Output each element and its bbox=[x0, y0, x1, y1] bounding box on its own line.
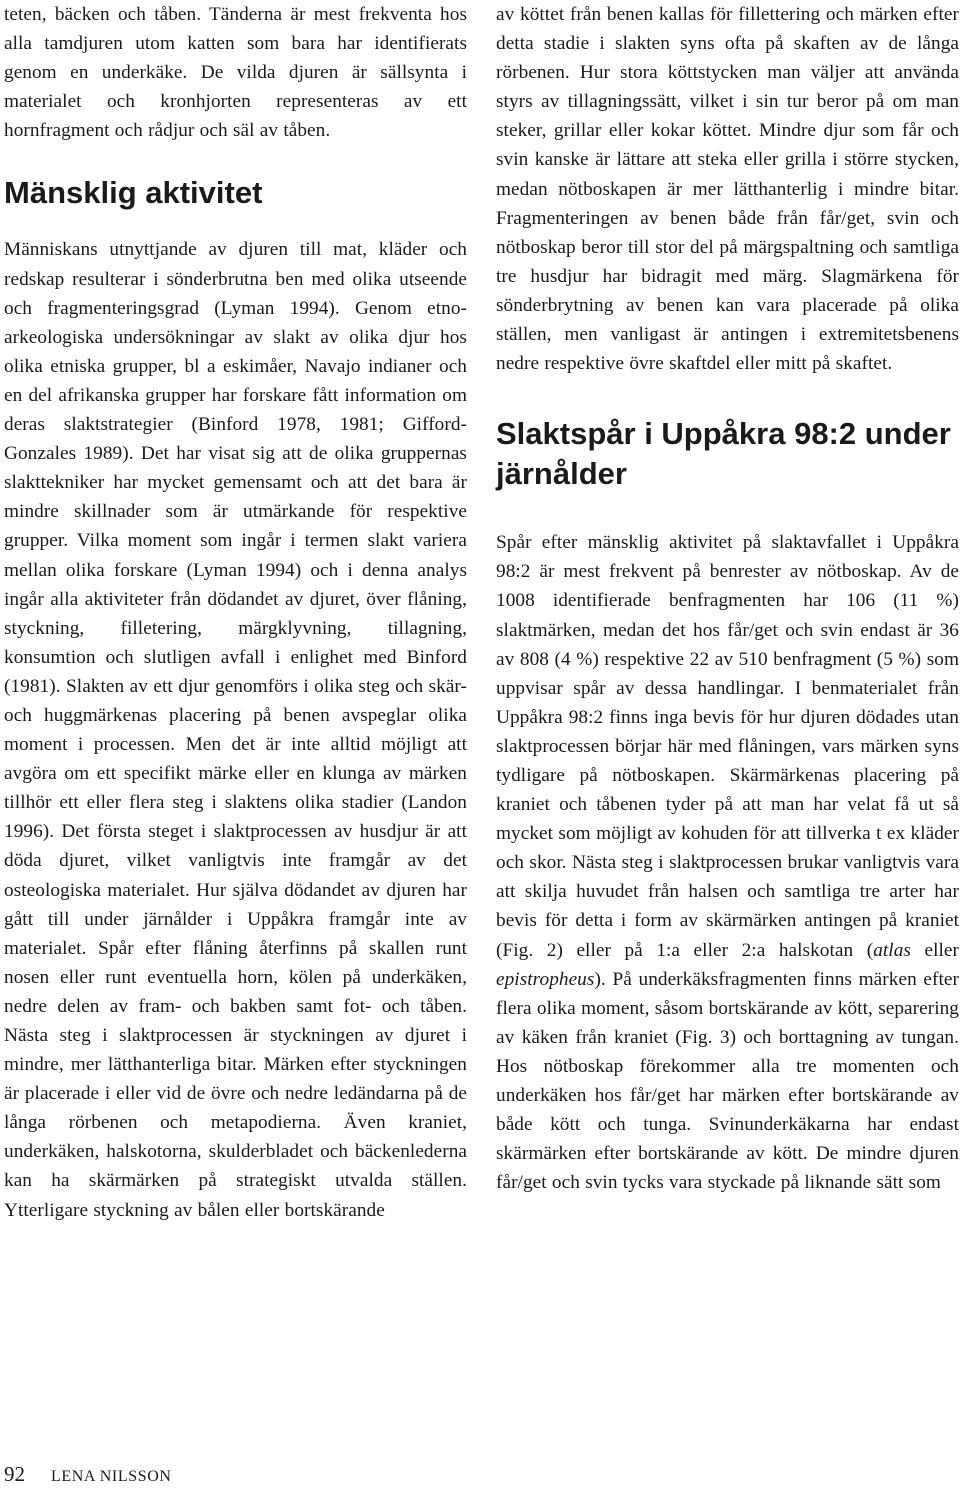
term-epistropheus: epistropheus bbox=[496, 968, 595, 990]
right-body-text-part2: eller bbox=[910, 939, 959, 961]
term-atlas: atlas bbox=[873, 939, 911, 961]
page-number: 92 bbox=[4, 1462, 25, 1486]
left-body-paragraph: Människans utnyttjande av djuren till mat, kläder och redskap resulterar i sönderbrutna ben med olika utseende och fragmenteringsgrad (Lyman 1994). Genom etno-arkeologiska undersökningar av slakt av olika djur hos olika etniska grupper, bl a eskimåer, Navajo indianer och en del afrikanska grupper har forskare fått information om deras slaktstrategier (Binford 1978, 1981; Gifford-Gonzales 1989). Det har visat sig att de olika gruppernas slakttekniker har mycket gemensamt och att det bara är mindre skillnader som är utmärkande för respektive grupper. Vilka moment som ingår i termen slakt variera mellan olika forskare (Lyman 1994) och i denna analys ingår alla aktiviteter från dödandet av djuret, över flåning, styckning, filletering, märgklyvning, tillagning, konsumtion och slutligen avfall i enlighet med Binford (1981). Slakten av ett djur genomförs i olika steg och skär- och huggmärkenas placering på benen avspeglar olika moment i processen. Men det är inte alltid möjligt att avgöra om ett specifikt märke eller en klunga av märken tillhör ett eller flera steg i slaktens olika stadier (Landon 1996). Det första steget i slaktprocessen av husdjur är att döda djuret, vilket vanligtvis inte framgår av det osteologiska materialet. Hur själva dödandet av djuren har gått till under järnålder i Uppåkra framgår inte av materialet. Spår efter flåning återfinns på skallen runt nosen eller runt eventuella horn, kölen på underkäken, nedre delen av fram- och bakben samt fot- och tåben. Nästa steg i slaktprocessen är styckningen av djuret i mindre, mer lätthanterliga bitar. Märken efter styckningen är placerade i eller vid de övre och nedre ledändarna på de långa rörbenen och metapodierna. Även kraniet, underkäken, halskotorna, skulderbladet och bäckenlederna kan ha skärmärken på strategiskt utvalda ställen. Ytterligare styckning av bålen eller bortskärande bbox=[4, 239, 467, 1221]
section-heading-human-activity: Mänsklig aktivitet bbox=[4, 175, 263, 211]
page-footer bbox=[4, 1462, 172, 1487]
right-body-text-part1: Spår efter mänsklig aktivitet på slaktavfallet i Uppåkra 98:2 är mest frekvent på benrester av nötboskap. Av de 1008 identifierade benfragmenten har 106 (11 %) slaktmärken, medan det hos får/get och svin endast är 36 av 808 (4 %) respektive 22 av 510 benfragment (5 %) som uppvisar spår av dessa handlingar. I benmaterialet från Uppåkra 98:2 finns inga bevis för hur djuren dödades utan slaktprocessen börjar här med flåningen, vars märken syns tydligare på nötboskapen. Skärmärkenas placering på kraniet och tåbenen tyder på att man har velat få ut så mycket som möjligt av kohuden för att tillverka t ex kläder och skor. Nästa steg i slaktprocessen brukar vanligtvis vara att skilja huvudet från halsen och samtliga tre arter har bevis för detta i form av skärmärken antingen på kraniet (Fig. 2) eller på 1:a eller 2:a halskotan ( bbox=[496, 532, 959, 961]
left-intro-paragraph: teten, bäcken och tåben. Tänderna är mest frekventa hos alla tamdjuren utom katten som bara har identifierats genom en underkäke. De vilda djuren är sällsynta i materialet och kronhjorten representeras av ett hornfragment och rådjur och säl av tåben. bbox=[4, 4, 467, 142]
section-heading-butchery-marks: Slaktspår i Uppåkra 98:2 under järnålder bbox=[496, 416, 951, 492]
author-name: LENA NILSSON bbox=[51, 1468, 172, 1485]
right-intro-paragraph: av köttet från benen kallas för fillettering och märken efter detta stadie i slakten syns ofta på skaften av de långa rörbenen. Hur stora köttstycken man väljer att använda styrs av tillagningssätt, vilket i sin tur beror på om man steker, grillar eller kokar köttet. Mindre djur som får och svin kanske är lättare att steka eller grilla i större stycken, medan nötboskapen är mer lätthanterlig i mindre bitar. Fragmenteringen av benen både från får/get, svin och nötboskap beror till stor del på märgspaltning och samtliga tre husdjur har bidragit med märg. Slagmärkena för sönderbrytning av benen kan vara placerade på olika ställen, men vanligast är antingen i extremitetsbenens nedre respektive övre skaftdel eller mitt på skaftet. bbox=[496, 4, 959, 375]
right-body-text-part3: ). På underkäksfragmenten finns märken efter flera olika moment, såsom bortskärande av kött, separering av käken från kraniet (Fig. 3) och borttagning av tungan. Hos nötboskap förekommer alla tre momenten och underkäken hos får/get har märken efter bortskärande av både kött och tunga. Svinunderkäkarna har endast skärmärken efter bortskärande av kött. De mindre djuren får/get och svin tycks vara styckade på liknande sätt som bbox=[496, 968, 959, 1194]
right-column bbox=[496, 0, 959, 1197]
right-body-paragraph bbox=[496, 528, 959, 1197]
left-column bbox=[4, 0, 467, 1225]
